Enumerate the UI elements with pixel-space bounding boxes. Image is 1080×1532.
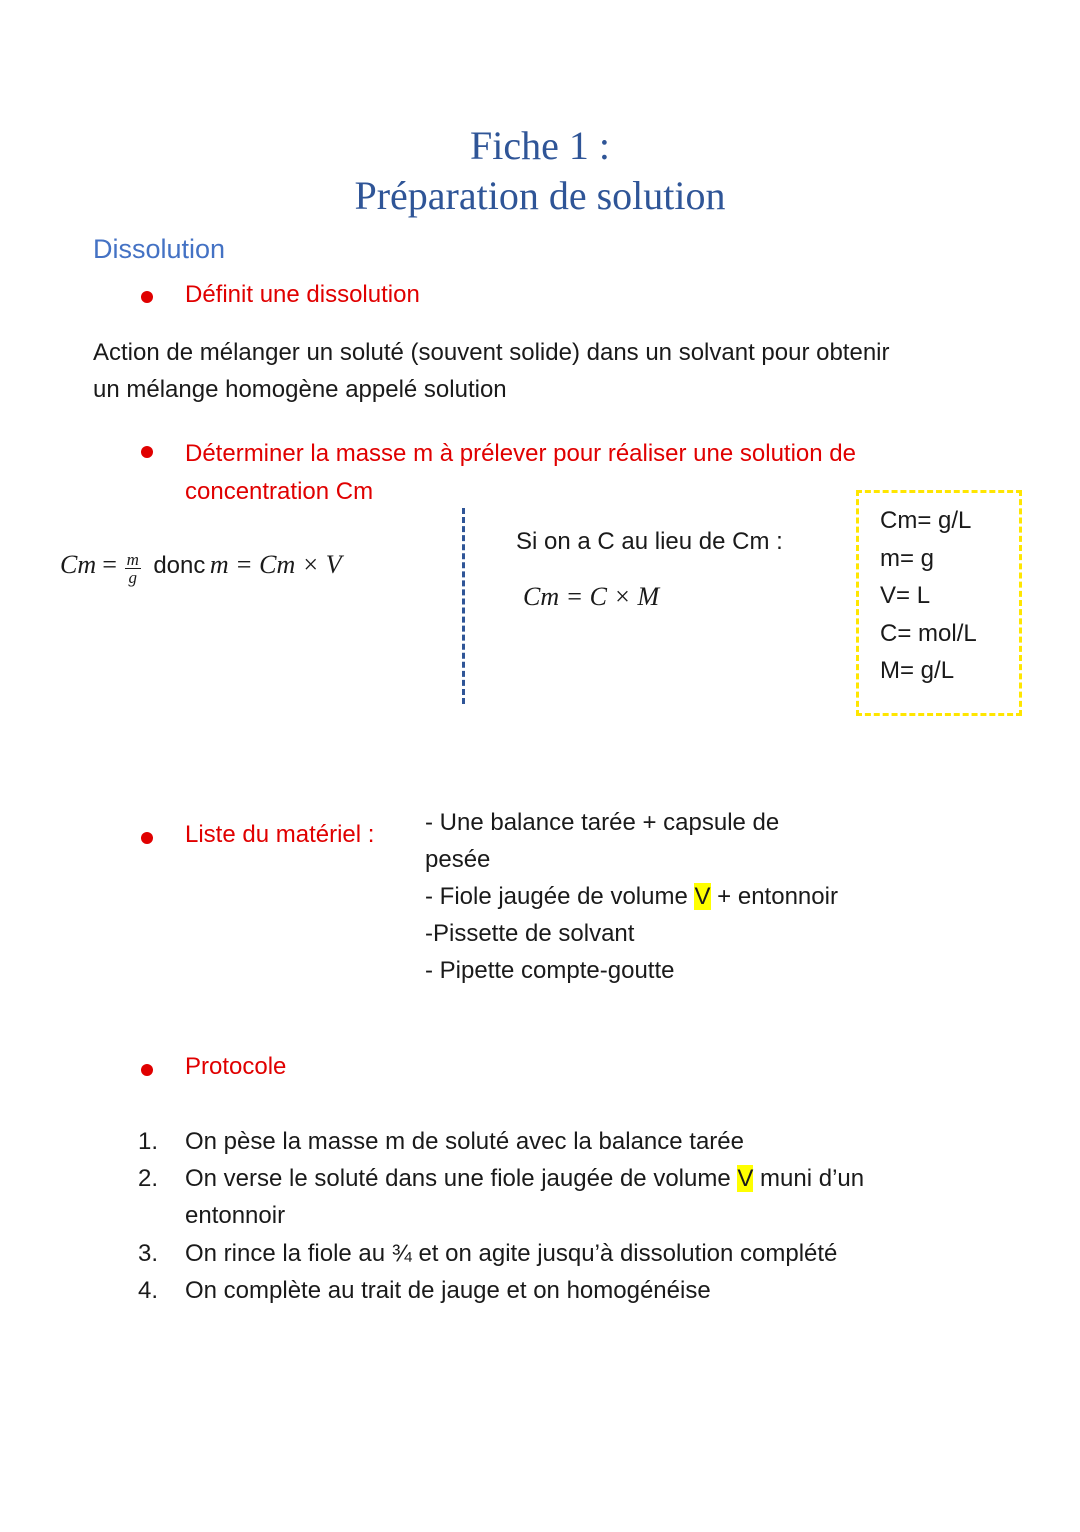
protocole-step-4: On complète au trait de jauge et on homogénéise: [185, 1277, 711, 1304]
step-number: 2.: [137, 1165, 158, 1192]
formula-right-intro: Si on a C au lieu de Cm :: [516, 528, 783, 555]
step-number: 4.: [137, 1277, 158, 1304]
definition-text: [93, 334, 890, 408]
bullet-definition-label: Définit une dissolution: [185, 281, 420, 308]
bullet-dot: [141, 832, 153, 844]
vertical-divider: [462, 508, 465, 704]
protocole-step-1: On pèse la masse m de soluté avec la balance tarée: [185, 1128, 744, 1155]
page-title-line2: Préparation de solution: [354, 173, 726, 218]
fraction-numerator: m: [126, 550, 139, 570]
bullet-masse-label: [185, 435, 856, 511]
step-number: 3.: [137, 1240, 158, 1267]
definition-line2: un mélange homogène appelé solution: [93, 376, 507, 403]
bullet-dot: [141, 291, 153, 303]
masse-label-line1: Déterminer la masse m à prélever pour réaliser une solution de: [185, 440, 856, 467]
step-2-text-end: muni d’un: [753, 1165, 865, 1192]
formula-donc: donc: [153, 552, 206, 579]
bullet-protocole-label: Protocole: [185, 1053, 287, 1080]
protocole-step-3: On rince la fiole au ¾ et on agite jusqu’à dissolution complété: [185, 1240, 838, 1267]
fraction-denominator: g: [128, 568, 137, 588]
formula-rhs: m = Cm × V: [209, 550, 342, 579]
formula-fraction: [125, 551, 141, 586]
unit-v: V= L: [880, 582, 931, 609]
materiel-item2-text: - Fiole jaugée de volume: [425, 883, 695, 910]
materiel-item3: -Pissette de solvant: [425, 920, 635, 947]
materiel-item2: [425, 878, 838, 915]
bullet-dot: [141, 1064, 153, 1076]
highlight-v: V: [694, 883, 711, 910]
units-list: [880, 502, 977, 690]
materiel-item1-line2: pesée: [425, 846, 491, 873]
formula-lhs: Cm: [60, 550, 97, 579]
formula-equals: =: [100, 550, 119, 579]
masse-label-line2: concentration Cm: [185, 478, 374, 505]
step-number: 1.: [137, 1128, 158, 1155]
protocole-step-2-line2: entonnoir: [185, 1202, 286, 1229]
protocole-step-2: [185, 1165, 864, 1193]
highlight-v: V: [737, 1165, 754, 1192]
step-2-text: On verse le soluté dans une fiole jaugée de volume: [185, 1165, 738, 1192]
unit-m: m= g: [880, 544, 935, 572]
formula-right: Cm = C × M: [523, 582, 660, 611]
section-heading: Dissolution: [93, 234, 226, 264]
bullet-materiel-label: Liste du matériel :: [185, 821, 375, 848]
formula-left: [60, 550, 342, 586]
bullet-dot: [141, 446, 153, 458]
materiel-item2-text-end: + entonnoir: [710, 883, 838, 910]
page-title-line1: Fiche 1 :: [470, 123, 610, 168]
materiel-list: [425, 804, 838, 989]
materiel-item1-line1: - Une balance tarée + capsule de: [425, 809, 780, 836]
materiel-item4: - Pipette compte-goutte: [425, 957, 675, 984]
unit-cm: Cm= g/L: [880, 507, 972, 534]
definition-line1: Action de mélanger un soluté (souvent solide) dans un solvant pour obtenir: [93, 339, 890, 366]
unit-mm: M= g/L: [880, 657, 955, 684]
unit-c: C= mol/L: [880, 619, 977, 647]
